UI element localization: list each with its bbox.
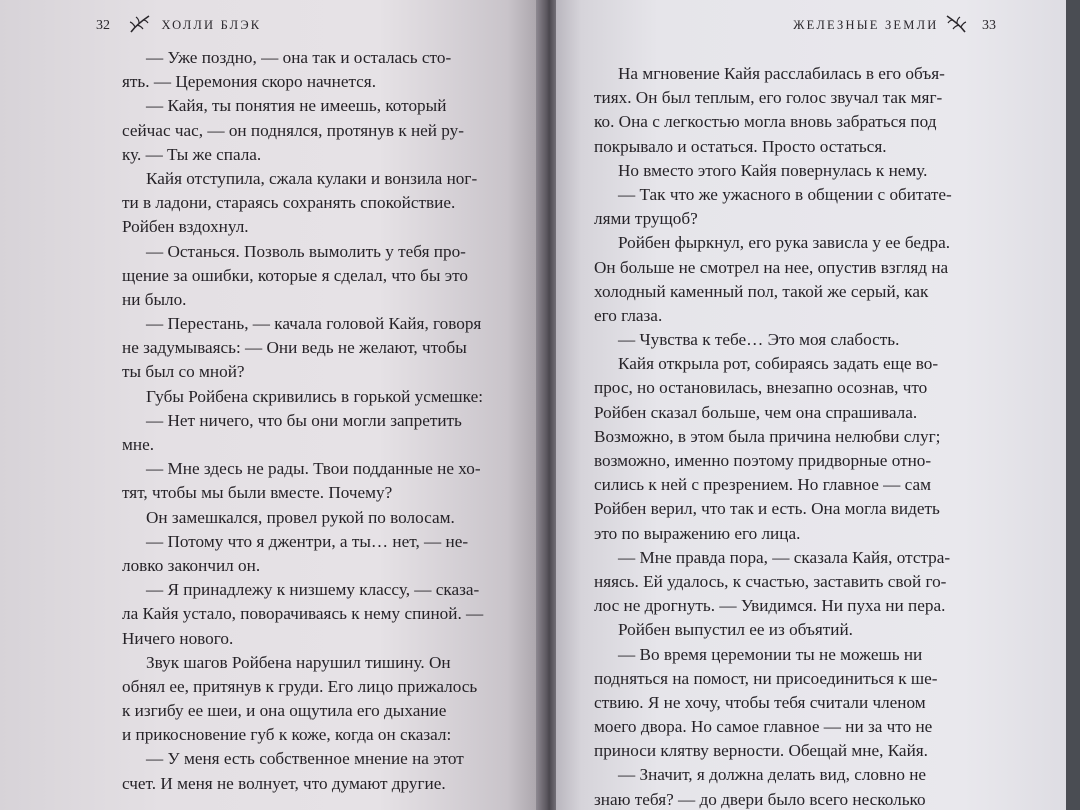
branch-ornament-icon — [129, 14, 151, 38]
text-line: сились к ней с презрением. Но главное — сам — [594, 475, 931, 495]
text-line: покрывало и остаться. Просто остаться. — [594, 136, 887, 156]
right-page — [556, 0, 1066, 810]
text-line: щение за ошибки, которые я сделал, что бы это — [122, 265, 468, 285]
branch-ornament-icon — [945, 14, 967, 38]
text-line: ствию. Я не хочу, чтобы тебя считали членом — [594, 692, 926, 712]
text-line: Кайя открыла рот, собираясь задать еще во- — [618, 354, 939, 374]
text-line: Звук шагов Ройбена нарушил тишину. Он — [146, 652, 451, 672]
right-page-number: 33 — [982, 17, 996, 33]
text-line: прос, но остановилась, внезапно осознав, что — [594, 378, 928, 398]
text-line: — Я принадлежу к низшему классу, — сказа- — [146, 580, 480, 600]
text-line: ты был со мной? — [122, 362, 245, 382]
text-line: — Мне правда пора, — сказала Кайя, отстра- — [618, 547, 951, 567]
text-line: и прикосновение губ к коже, когда он сказал: — [122, 725, 452, 745]
text-line: Ройбен выпустил ее из объятий. — [618, 620, 853, 640]
text-line: моего двора. Но самое главное — ни за что не — [594, 717, 933, 737]
text-line: — У меня есть собственное мнение на этот — [146, 749, 464, 769]
right-page-text — [594, 62, 1026, 810]
text-line: Ройбен верил, что так и есть. Она могла видеть — [594, 499, 940, 519]
text-line: ла Кайя устало, поворачиваясь к нему спиной. — — [122, 604, 484, 624]
text-line: лос не дрогнуть. — Увидимся. Ни пуха ни пера. — [594, 596, 946, 616]
text-line: его глаза. — [594, 305, 663, 325]
text-line: Кайя отступила, сжала кулаки и вонзила ног- — [146, 168, 478, 188]
text-line: — Чувства к тебе… Это моя слабость. — [618, 330, 900, 350]
text-line: — Так что же ужасного в общении с обитате- — [618, 184, 952, 204]
text-line: — Уже поздно, — она так и осталась сто- — [146, 48, 452, 67]
text-line: Он замешкался, провел рукой по волосам. — [146, 507, 455, 527]
left-page-number: 32 — [96, 17, 110, 33]
text-line: Возможно, в этом была причина нелюбви слуг; — [594, 426, 941, 446]
text-line: счет. И меня не волнует, что думают другие. — [122, 773, 446, 793]
text-line: Но вместо этого Кайя повернулась к нему. — [618, 160, 928, 180]
text-line: Ройбен сказал больше, чем она спрашивала. — [594, 402, 918, 422]
text-line: сейчас час, — он поднялся, протянув к ней ру- — [122, 120, 464, 140]
text-line: к изгибу ее шеи, и она ощутила его дыхание — [122, 701, 447, 721]
left-running-head: ХОЛЛИ БЛЭК — [161, 17, 262, 32]
text-line: — Мне здесь не рады. Твои подданные не хо- — [146, 459, 481, 479]
text-line: не задумываясь: — Они ведь не желают, чтобы — [122, 338, 467, 358]
text-line: мне. — [122, 435, 154, 454]
text-line: обнял ее, притянув к груди. Его лицо прижалось — [122, 676, 478, 696]
text-line: — Нет ничего, что бы они могли запретить — [146, 410, 462, 430]
text-line: лями трущоб? — [594, 209, 698, 229]
text-line: тят, чтобы мы были вместе. Почему? — [122, 483, 393, 503]
text-line: холодный каменный пол, такой же серый, как — [594, 281, 929, 301]
text-line: это по выражению его лица. — [594, 523, 801, 543]
text-line: ять. — Церемония скоро начнется. — [122, 72, 377, 92]
text-line: — Останься. Позволь вымолить у тебя про- — [146, 241, 466, 261]
text-line: тиях. Он был теплым, его голос звучал так мяг- — [594, 88, 943, 108]
text-line: возможно, именно поэтому придворные отно- — [594, 451, 932, 470]
text-line: — Потому что я джентри, а ты… нет, — не- — [146, 531, 469, 551]
text-line: ко. Она с легкостью могла вновь забраться под — [594, 112, 937, 132]
text-line: Губы Ройбена скривились в горькой усмешке: — [146, 386, 483, 406]
text-line: приноси клятву верности. Обещай мне, Кайя. — [594, 741, 928, 761]
text-line: подняться на помост, ни присоединиться к ше- — [594, 668, 938, 688]
left-page-text — [122, 46, 501, 796]
left-page-header — [96, 14, 261, 38]
text-line: няясь. Ей удалось, к счастью, заставить свой го- — [594, 571, 947, 591]
text-line: ку. — Ты же спала. — [122, 144, 262, 164]
text-line: знаю тебя? — до двери было всего несколько — [594, 789, 926, 809]
text-line: — Перестань, — качала головой Кайя, говоря — [146, 314, 482, 334]
background-edge — [1066, 0, 1080, 810]
right-running-head: ЖЕЛЕЗНЫЕ ЗЕМЛИ — [793, 17, 939, 32]
text-line: ни было. — [122, 289, 187, 309]
text-line: ловко закончил он. — [122, 555, 261, 575]
right-page-header — [793, 14, 996, 38]
text-line: ти в ладони, стараясь сохранять спокойствие. — [122, 193, 456, 213]
text-line: На мгновение Кайя расслабилась в его объя- — [618, 64, 945, 83]
text-line: Ройбен фыркнул, его рука зависла у ее бедра. — [618, 233, 951, 253]
text-line: Ройбен вздохнул. — [122, 217, 249, 237]
text-line: Он больше не смотрел на нее, опустив взгляд на — [594, 257, 949, 277]
text-line: Ничего нового. — [122, 628, 234, 648]
text-line: — Во время церемонии ты не можешь ни — [618, 644, 923, 664]
text-line: — Значит, я должна делать вид, словно не — [618, 765, 927, 785]
text-line: — Кайя, ты понятия не имеешь, который — [146, 96, 447, 116]
